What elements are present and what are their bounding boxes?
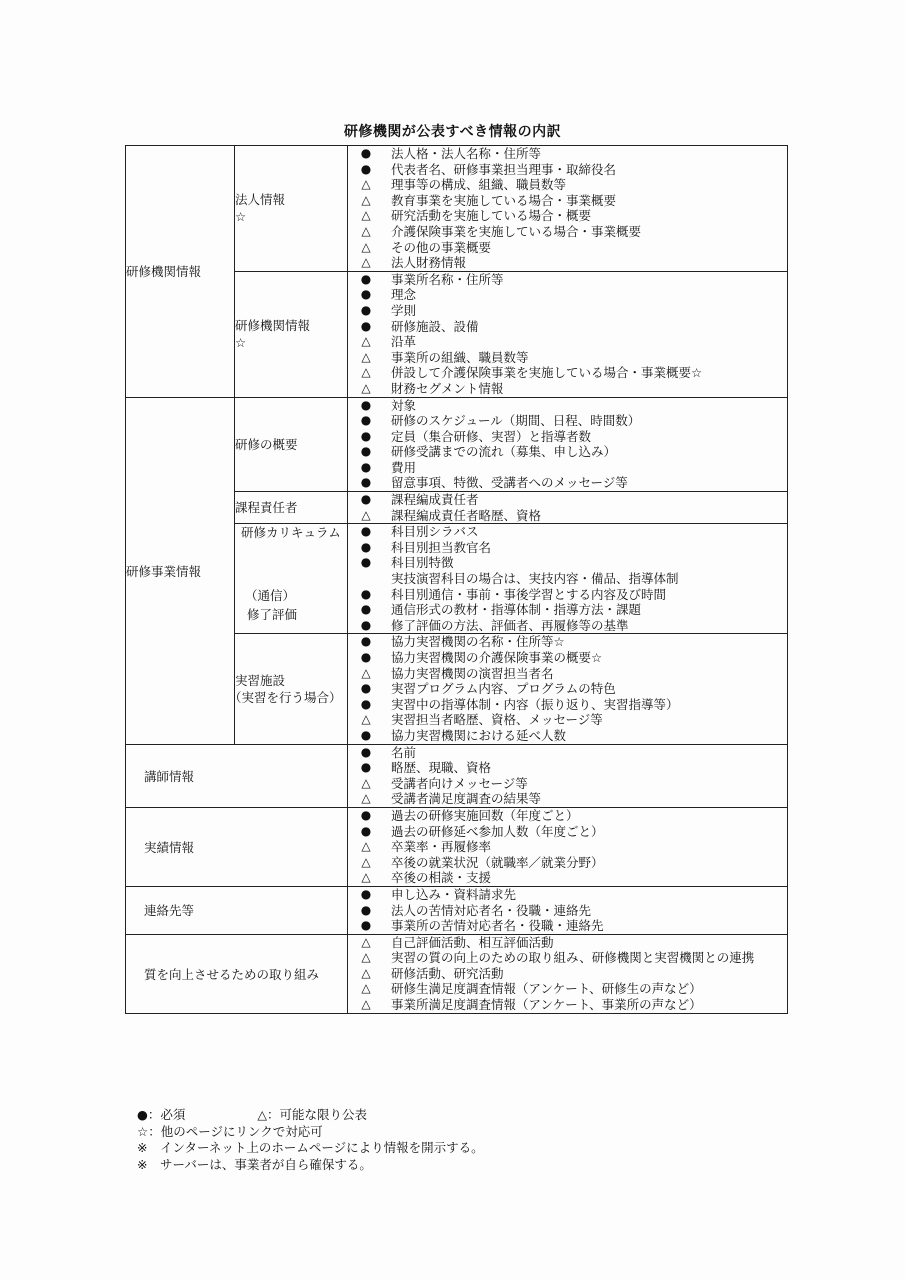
note-internet: ※ インターネット上のホームページにより情報を開示する。 [137,1140,484,1155]
item-text: 実習中の指導体制・内容（振り返り、実習指導等） [391,696,679,712]
legend-notes [137,1107,484,1173]
required-mark-icon: ● [360,492,372,507]
list-item [348,350,787,366]
optional-mark-icon: △ [361,239,371,254]
list-item [348,319,787,335]
required-mark-icon: ● [360,823,372,838]
category-label: 実績情報 [144,839,195,855]
optional-mark-icon: △ [361,665,371,680]
item-text: 法人格・法人名称・住所等 [391,146,542,161]
item-text: 受講者満足度調査の結果等 [391,791,542,807]
list-item [348,240,787,256]
subcategory-label: 研修カリキュラム [241,525,341,541]
optional-mark-icon: △ [361,997,371,1012]
list-item [348,255,787,271]
required-mark-icon: ● [360,886,372,901]
required-mark-icon: ● [360,602,372,617]
list-item [348,855,787,871]
list-item [348,460,787,476]
subcategory-cell [235,524,348,634]
optional-mark-icon: △ [361,712,371,727]
list-item [348,918,787,934]
item-text: 定員（集合研修、実習）と指導者数 [391,428,592,444]
item-text: 科目別担当教官名 [391,539,492,555]
required-mark-icon: ● [360,555,372,570]
optional-mark-icon: △ [361,365,371,380]
items-cell [348,744,788,807]
subcategory-label: 法人情報 [235,192,286,208]
item-text: 申し込み・資料請求先 [391,886,517,902]
list-item [348,791,787,807]
list-item [348,666,787,682]
list-item [348,712,787,728]
optional-mark-icon: △ [361,965,371,980]
item-text: 研修生満足度調査情報（アンケート、研修生の声など） [391,981,702,997]
optional-mark-icon: △ [361,334,371,349]
required-mark-icon: ● [360,459,372,474]
item-text: 研究活動を実施している場合・概要 [391,208,592,224]
list-item [348,650,787,666]
table-row [126,934,788,1013]
item-text: 協力実習機関の演習担当者名 [391,665,554,681]
item-text: 卒後の相談・支援 [391,870,492,886]
required-mark-icon: ● [360,586,372,601]
list-item [348,903,787,919]
table-row [126,886,788,934]
disclosure-table [125,145,788,1014]
list-item [348,540,787,556]
subcategory-cell [235,146,348,272]
optional-mark-icon: △ [361,177,371,192]
items-cell [348,146,788,272]
item-text: 法人財務情報 [391,255,467,271]
required-mark-icon: ● [360,475,372,490]
list-item [348,602,787,618]
item-text: 法人の苦情対応者名・役職・連絡先 [391,902,592,918]
optional-mark-icon: △ [361,934,371,949]
item-text: 受講者向けメッセージ等 [391,775,528,791]
table-row [126,744,788,807]
required-mark-icon: ● [360,634,372,649]
spacer [241,555,347,571]
list-item [348,728,787,744]
optional-mark-icon: △ [361,255,371,270]
optional-mark-icon: △ [361,223,371,238]
item-text: 理念 [391,287,417,303]
required-mark-icon: ● [360,428,372,443]
item-text: 理事等の構成、組織、職員数等 [391,177,567,193]
subcategory-cell [235,397,348,492]
required-mark-icon: ● [360,413,372,428]
item-text: 卒後の就業状況（就職率／就業分野） [391,854,604,870]
item-text: 研修のスケジュール（期間、日程、時間数） [391,413,641,429]
list-item [348,997,787,1013]
page-title: 研修機関が公表すべき情報の内訳 [343,124,562,140]
list-item [348,587,787,603]
optional-mark-icon: △ [361,775,371,790]
legend-star: ☆：他のページにリンクで対応可 [137,1123,323,1139]
list-item [348,950,787,966]
required-mark-icon: ● [360,617,372,632]
item-text: 事業所の組織、職員数等 [391,349,529,365]
item-text: 事業所の苦情対応者名・役職・連絡先 [391,918,604,934]
list-item [348,381,787,397]
subcategory-label-2: （実習を行う場合） [229,689,342,705]
legend-row [137,1107,484,1124]
list-item [348,681,787,697]
list-item [348,413,787,429]
required-mark-icon: ● [360,650,372,664]
list-item [348,334,787,350]
items-cell [348,271,788,397]
optional-mark-icon: △ [361,192,371,207]
list-item [348,475,787,491]
required-mark-icon: ● [360,271,372,286]
category-cell [126,397,235,744]
list-item [348,966,787,982]
item-text: 事業所満足度調査情報（アンケート、事業所の声など） [391,997,702,1013]
required-mark-icon: ● [360,918,372,933]
list-item [348,634,787,650]
list-item [348,745,787,761]
subcategory-label-2: （通信） [245,587,296,603]
items-cell [348,807,788,886]
optional-mark-icon [348,571,384,587]
list-item [348,193,787,209]
list-item [348,146,787,162]
required-mark-icon: ● [360,444,372,459]
list-item [348,839,787,855]
category-cell [126,146,235,398]
star-icon: ☆ [235,335,247,351]
list-item [348,935,787,951]
category-label: 研修機関情報 [126,264,202,280]
item-text: 協力実習機関における延べ人数 [391,727,567,743]
required-mark-icon: ● [360,696,372,711]
items-cell [348,397,788,492]
item-text: 代表者名、研修事業担当理事・取締役名 [391,161,617,177]
required-mark-icon: ● [360,524,372,539]
category-cell [126,807,348,886]
item-text: 実習の質の向上のための取り組み、研修機関と実習機関との連携 [391,950,755,966]
required-mark-icon: ● [360,318,372,333]
subcategory-cell [235,492,348,524]
subcategory-label: 研修の概要 [235,436,298,452]
list-item [348,555,787,571]
item-text: 協力実習機関の介護保険事業の概要☆ [391,650,603,665]
item-text: 沿革 [391,334,417,350]
category-cell [126,744,348,807]
list-item [348,177,787,193]
category-label: 連絡先等 [144,903,195,919]
list-item [348,887,787,903]
optional-mark-icon: △ [361,380,371,395]
item-text: 科目別シラバス [391,524,479,540]
subcategory-label-3: 修了評価 [247,607,298,623]
required-mark-icon: ● [360,902,372,917]
item-text: 通信形式の教材・指導体制・指導方法・課題 [391,602,642,618]
required-mark-icon: ● [360,287,372,302]
list-item [348,618,787,634]
required-mark-icon: ● [360,539,372,554]
item-text: 科目別通信・事前・事後学習とする内容及び時間 [391,586,667,602]
table-row [126,146,788,272]
list-item [348,776,787,792]
item-text: 留意事項、特徴、受講者へのメッセージ等 [391,475,628,491]
subcategory-label: 研修機関情報 [235,318,311,334]
optional-mark-icon: △ [361,950,371,965]
items-cell [348,886,788,934]
item-text: 科目別特徴 [391,555,454,571]
item-text: 学則 [391,302,417,318]
list-item [348,208,787,224]
optional-mark-icon: △ [361,854,371,869]
star-icon: ☆ [235,209,247,225]
item-text: 研修受講までの流れ（募集、申し込み） [391,444,617,460]
optional-mark-icon: △ [361,507,371,522]
required-mark-icon: ● [360,397,372,412]
list-item [348,697,787,713]
item-text: 併設して介護保険事業を実施している場合・事業概要☆ [391,365,703,381]
legend-optional: △：可能な限り公表 [257,1107,368,1122]
required-mark-icon: ● [360,302,372,317]
optional-mark-icon: △ [361,981,371,996]
item-text: 過去の研修実施回数（年度ごと） [391,807,579,823]
item-text: 財務セグメント情報 [391,380,504,396]
subcategory-label: 課程責任者 [235,500,298,516]
list-item [348,870,787,886]
required-mark-icon: ● [360,681,372,696]
required-mark-icon: ● [360,807,372,822]
item-text: 略歴、現職、資格 [391,760,492,776]
item-text: 事業所名称・住所等 [391,271,504,287]
list-item [348,303,787,319]
optional-mark-icon: △ [361,839,371,854]
item-text: 研修活動、研究活動 [391,965,504,981]
list-item [348,287,787,303]
list-item [348,981,787,997]
subcategory-cell [235,271,348,397]
list-item [348,571,787,587]
subcategory-cell [229,634,348,744]
required-mark-icon: ● [360,727,372,742]
list-item [348,444,787,460]
list-item [348,398,787,414]
optional-mark-icon: △ [361,208,371,223]
required-mark-icon: ● [360,146,372,160]
list-item [348,492,787,508]
list-item [348,272,787,288]
optional-mark-icon: △ [361,870,371,885]
item-text: 過去の研修延べ参加人数（年度ごと） [391,823,604,839]
category-label: 研修事業情報 [126,563,202,579]
table-row [126,397,788,492]
category-cell [126,886,348,934]
required-mark-icon: ● [360,161,372,176]
category-label: 質を向上させるための取り組み [144,966,320,982]
item-text: 費用 [391,459,417,475]
items-cell [348,524,788,634]
optional-mark-icon: △ [361,791,371,806]
legend-required: ●：必須 [137,1107,186,1122]
item-text: 研修施設、設備 [391,318,479,334]
category-label: 講師情報 [144,768,195,784]
list-item [348,808,787,824]
list-item [348,162,787,178]
list-item [348,429,787,445]
subcategory-label: 実習施設 [235,672,286,688]
item-text: 実習プログラム内容、プログラムの特色 [391,681,616,697]
item-text: 実技演習科目の場合は、実技内容・備品、指導体制 [391,571,679,587]
item-text: その他の事業概要 [391,239,492,255]
list-item [348,524,787,540]
item-text: 教育事業を実施している場合・事業概要 [391,192,617,208]
items-cell [348,492,788,524]
note-server: ※ サーバーは、事業者が自ら確保する。 [137,1156,372,1172]
item-text: 実習担当者略歴、資格、メッセージ等 [391,712,603,728]
required-mark-icon: ● [360,744,372,759]
spacer [241,571,347,587]
table-row [126,807,788,886]
category-cell [126,934,348,1013]
list-item [348,365,787,381]
item-text: 協力実習機関の名称・住所等☆ [391,634,565,650]
list-item [348,760,787,776]
item-text: 課程編成責任者 [391,492,479,508]
list-item [348,824,787,840]
item-text: 修了評価の方法、評価者、再履修等の基準 [391,617,629,633]
list-item [348,508,787,524]
item-text: 対象 [391,397,417,413]
item-text: 介護保険事業を実施している場合・事業概要 [391,223,642,239]
spacer [241,540,347,556]
items-cell [348,634,788,744]
list-item [348,224,787,240]
item-text: 卒業率・再履修率 [391,839,492,855]
item-text: 名前 [391,744,417,760]
items-cell [348,934,788,1013]
optional-mark-icon: △ [361,349,371,364]
required-mark-icon: ● [360,760,372,775]
item-text: 自己評価活動、相互評価活動 [391,934,554,950]
item-text: 課程編成責任者略歴、資格 [391,507,542,523]
